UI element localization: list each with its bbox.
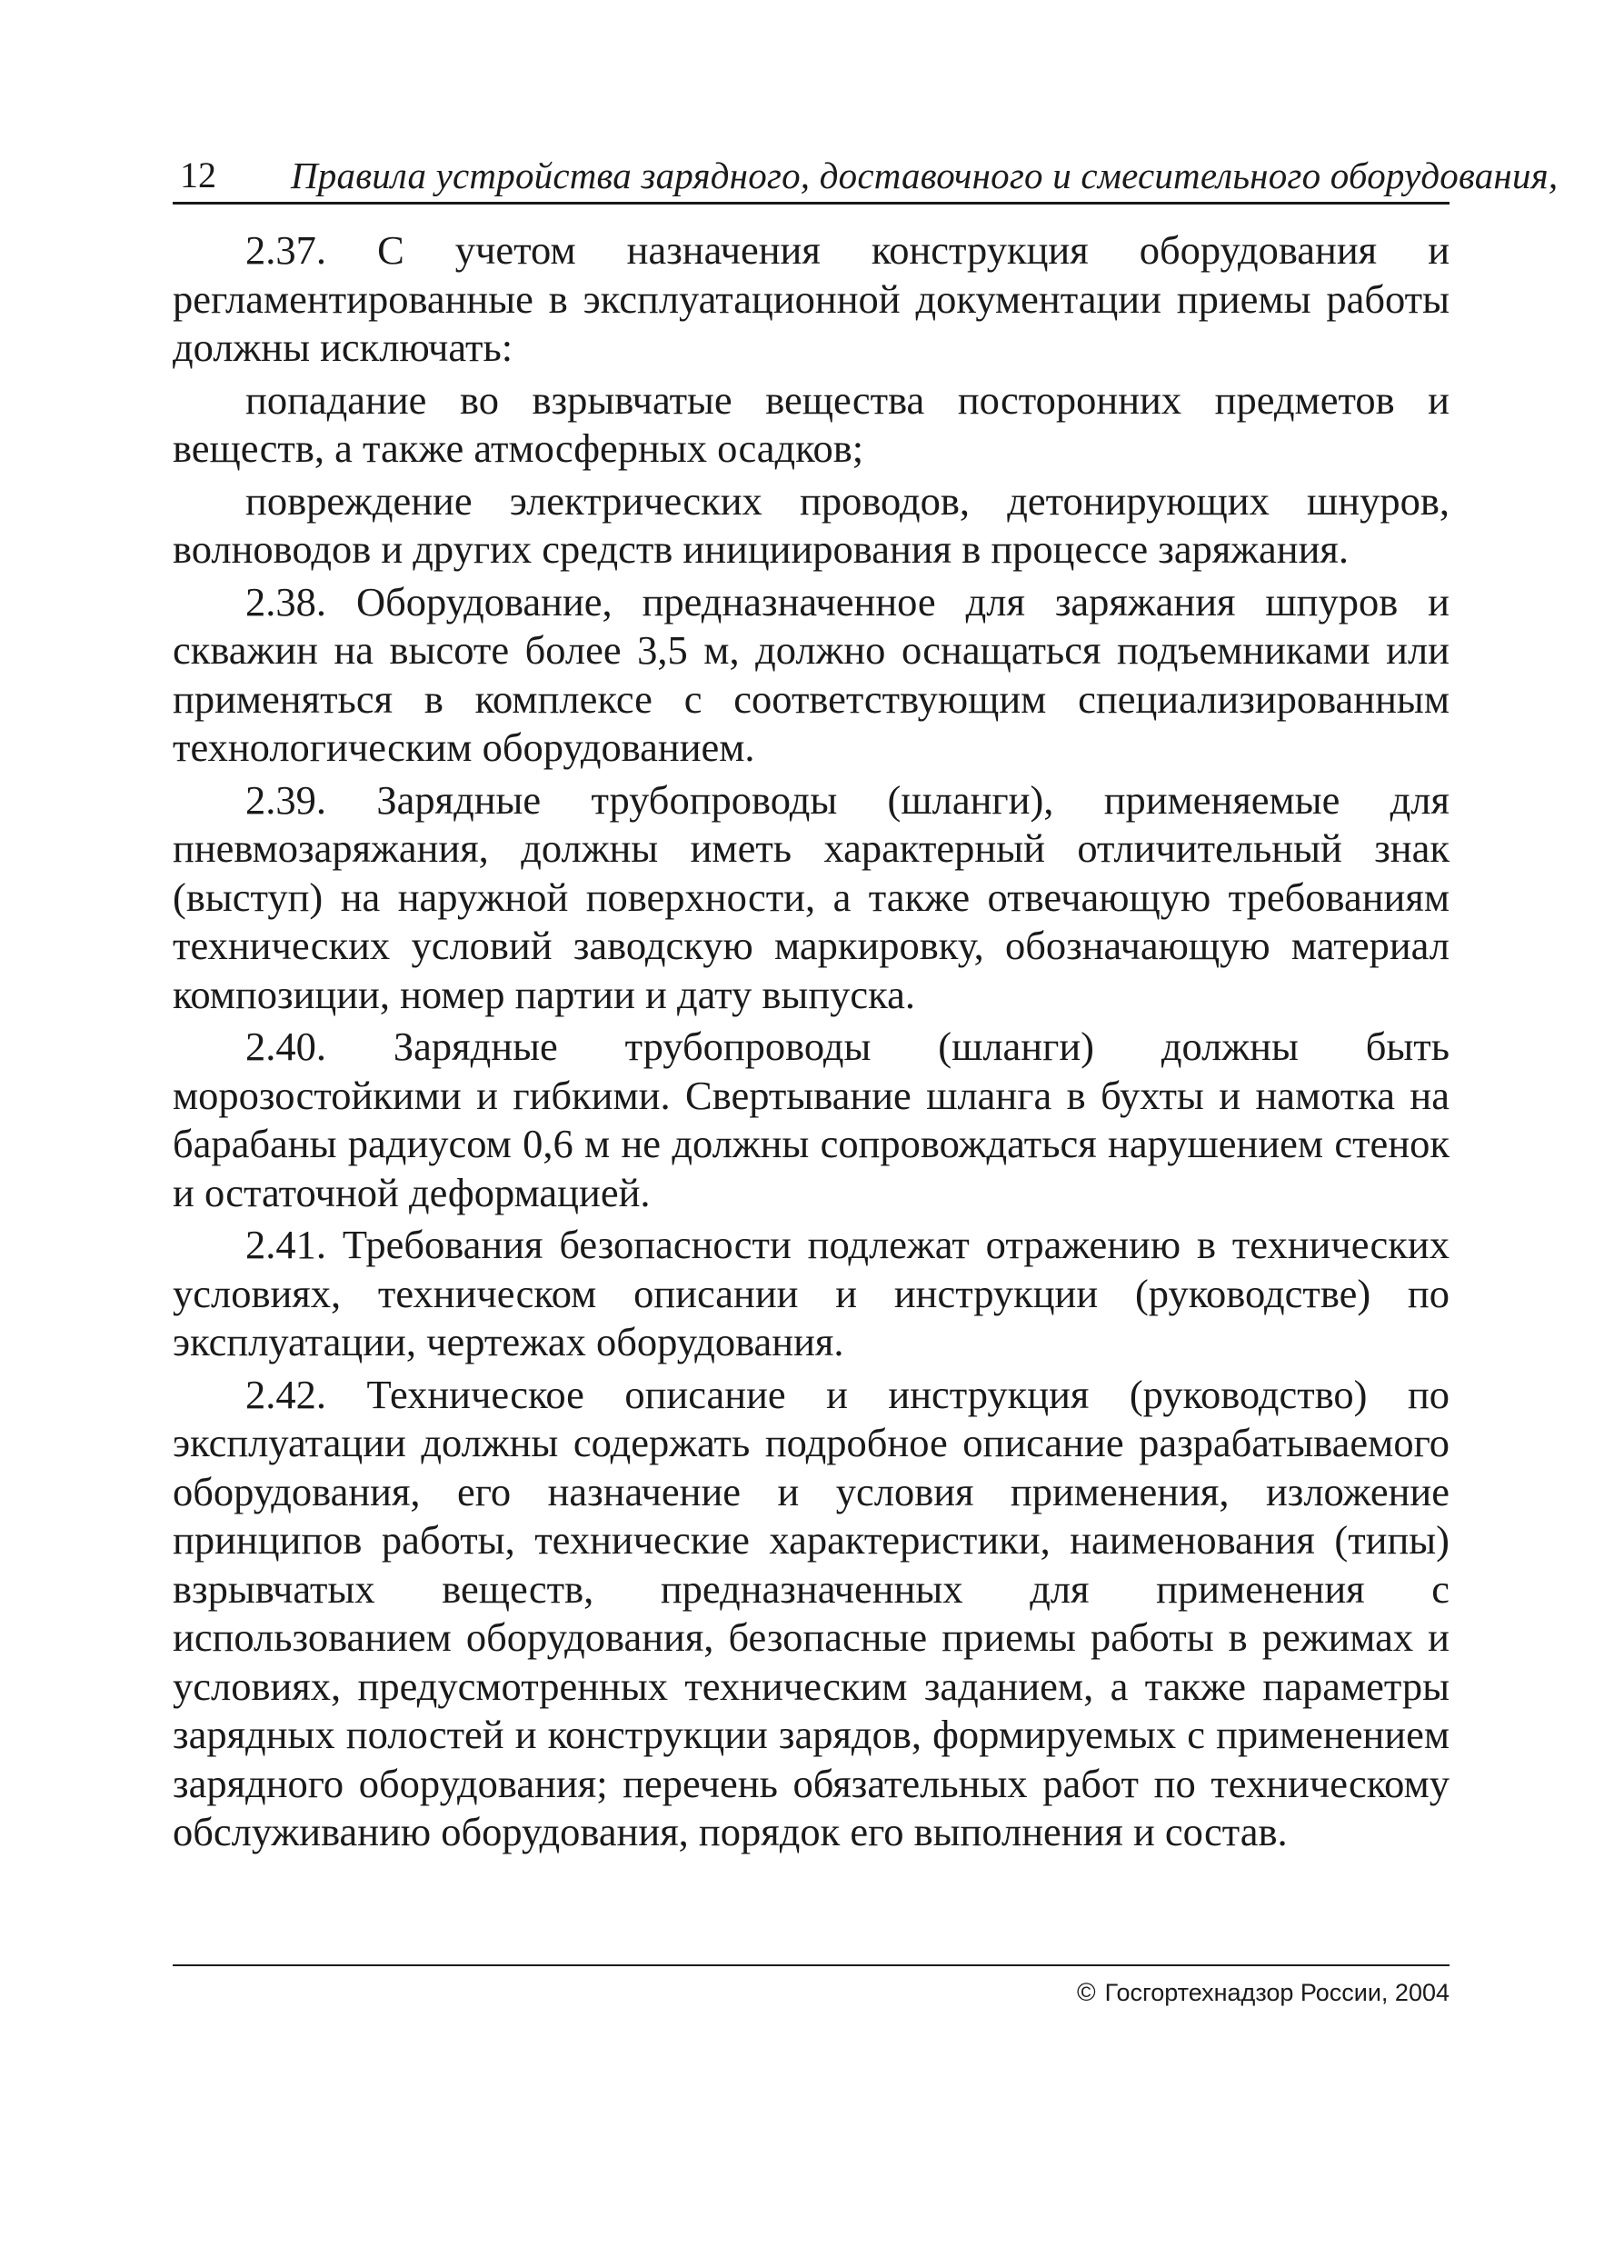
- paragraph-text: С учетом назначения конструкция оборудования и регламентированные в эксплуатационной документации приемы работы должны исключать:: [173, 227, 1450, 370]
- paragraph-2-39: [173, 776, 1450, 1020]
- paragraph-text: Зарядные трубопроводы (шланги), применяемые для пневмозаряжания, должны иметь характерный отличительный знак (выступ) на наружной поверхности, а также отвечающую требованиям технических условий заводскую маркировку, обозначающую материал композиции, номер партии и дату выпуска.: [173, 776, 1450, 1017]
- running-title: Правила устройства зарядного, доставочного и смесительного оборудования,: [291, 155, 1559, 196]
- copyright-icon: ©: [1076, 1978, 1096, 2006]
- paragraph-text: Оборудование, предназначенное для заряжания шпуров и скважин на высоте более 3,5 м, должно оснащаться подъемниками или применяться в комплексе с соответствующим специализированным технологическим оборудованием.: [173, 578, 1450, 770]
- list-item-text: повреждение электрических проводов, детонирующих шнуров, волноводов и других средств инициирования в процессе заряжания.: [173, 477, 1450, 572]
- paragraph-text: Техническое описание и инструкция (руководство) по эксплуатации должны содержать подробное описание разрабатываемого оборудования, его назначение и условия применения, изложение принципов работы, технические характеристики, наименования (типы) взрывчатых веществ, предназначенных для применения с использованием оборудования, безопасные приемы работы в режимах и условиях, предусмотренных техническим заданием, а также параметры зарядных полостей и конструкции зарядов, формируемых с применением зарядного оборудования; перечень обязательных работ по техническому обслуживанию оборудования, порядок его выполнения и состав.: [173, 1371, 1450, 1854]
- document-page: [173, 145, 1559, 1861]
- paragraph-2-42: [173, 1371, 1450, 1857]
- paragraph-2-40: [173, 1023, 1450, 1217]
- paragraph-text: Зарядные трубопроводы (шланги) должны быть морозостойкими и гибкими. Свертывание шланга в бухты и намотка на барабаны радиусом 0,6 м не должны сопровождаться нарушением стенок и остаточной деформацией.: [173, 1024, 1450, 1215]
- list-item: [173, 376, 1450, 474]
- paragraph-text: Требования безопасности подлежат отражению в технических условиях, техническом описании и инструкции (руководстве) по эксплуатации, чертежах оборудования.: [173, 1222, 1450, 1364]
- copyright-text: Госгортехнадзор России, 2004: [1104, 1979, 1450, 2006]
- paragraph-number: 2.37.: [245, 227, 326, 273]
- paragraph-2-38: [173, 578, 1450, 773]
- page-header: [173, 145, 1559, 205]
- paragraph-number: 2.42.: [245, 1371, 326, 1417]
- list-item: [173, 477, 1450, 574]
- paragraph-2-41: [173, 1221, 1450, 1367]
- paragraph-2-37: [173, 226, 1450, 373]
- page-footer: [173, 1964, 1450, 2007]
- page-number: 12: [180, 155, 216, 195]
- paragraph-number: 2.40.: [245, 1024, 326, 1069]
- paragraph-number: 2.38.: [245, 578, 326, 624]
- paragraph-number: 2.41.: [245, 1222, 326, 1267]
- list-item-text: попадание во взрывчатые вещества посторонних предметов и веществ, а также атмосферных осадков;: [173, 376, 1450, 471]
- document-body: [173, 226, 1450, 1857]
- paragraph-number: 2.39.: [245, 776, 326, 823]
